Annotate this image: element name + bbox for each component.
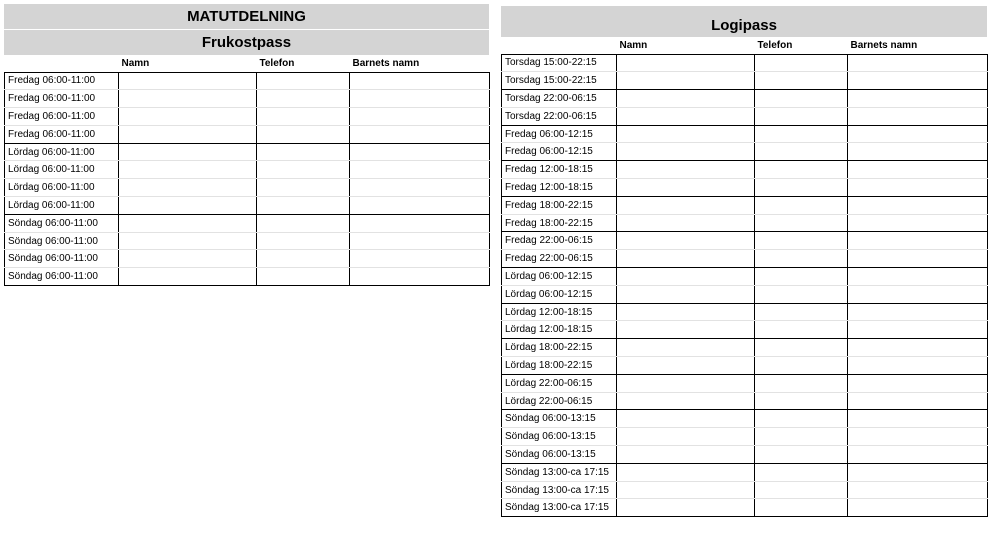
barnets-namn-cell[interactable] [848,72,988,90]
column-header-row [502,38,988,54]
barnets-namn-cell[interactable] [848,374,988,392]
namn-cell[interactable] [119,72,257,90]
telefon-cell[interactable] [755,90,848,108]
namn-cell[interactable] [617,285,755,303]
telefon-cell[interactable] [755,161,848,179]
namn-cell[interactable] [617,72,755,90]
barnets-namn-cell[interactable] [848,90,988,108]
barnets-namn-cell[interactable] [350,232,490,250]
shift-cell[interactable]: Fredag 06:00-11:00 [5,90,119,108]
barnets-namn-cell[interactable] [848,285,988,303]
table-row [5,161,490,179]
column-header-barnets-namn[interactable]: Barnets namn [848,38,988,54]
table-row [5,214,490,232]
shift-cell[interactable]: Torsdag 22:00-06:15 [502,90,617,108]
shift-cell[interactable]: Lördag 18:00-22:15 [502,357,617,375]
namn-cell[interactable] [119,268,257,286]
telefon-cell[interactable] [755,107,848,125]
namn-cell[interactable] [119,214,257,232]
barnets-namn-cell[interactable] [350,197,490,215]
shift-cell[interactable]: Lördag 12:00-18:15 [502,303,617,321]
telefon-cell[interactable] [257,161,350,179]
telefon-cell[interactable] [257,197,350,215]
telefon-cell[interactable] [755,410,848,428]
telefon-cell[interactable] [755,179,848,197]
telefon-cell[interactable] [755,339,848,357]
namn-cell[interactable] [617,232,755,250]
frukostpass-table [4,56,490,286]
shift-cell[interactable]: Fredag 12:00-18:15 [502,161,617,179]
shift-cell[interactable]: Söndag 06:00-11:00 [5,232,119,250]
shift-cell[interactable]: Lördag 22:00-06:15 [502,392,617,410]
shift-cell[interactable]: Lördag 06:00-12:15 [502,285,617,303]
table-row [502,54,988,72]
barnets-namn-cell[interactable] [350,161,490,179]
namn-cell[interactable] [119,108,257,126]
barnets-namn-cell[interactable] [848,54,988,72]
namn-cell[interactable] [119,161,257,179]
barnets-namn-cell[interactable] [848,321,988,339]
table-row [502,392,988,410]
telefon-cell[interactable] [755,232,848,250]
table-row [502,321,988,339]
logipass-rows [502,54,988,517]
table-row [5,108,490,126]
table-row [5,268,490,286]
telefon-cell[interactable] [257,232,350,250]
namn-cell[interactable] [617,107,755,125]
table-row [502,285,988,303]
table-row [5,179,490,197]
barnets-namn-cell[interactable] [848,250,988,268]
barnets-namn-cell[interactable] [350,214,490,232]
telefon-cell[interactable] [257,268,350,286]
column-header-empty[interactable] [5,56,119,72]
barnets-namn-cell[interactable] [848,499,988,517]
telefon-cell[interactable] [755,499,848,517]
shift-cell[interactable]: Lördag 06:00-11:00 [5,143,119,161]
telefon-cell[interactable] [755,285,848,303]
shift-cell[interactable]: Fredag 06:00-11:00 [5,72,119,90]
frukostpass-sheet [4,4,489,286]
namn-cell[interactable] [119,125,257,143]
namn-cell[interactable] [617,54,755,72]
namn-cell[interactable] [119,90,257,108]
namn-cell[interactable] [617,125,755,143]
namn-cell[interactable] [119,179,257,197]
shift-cell[interactable]: Fredag 06:00-11:00 [5,125,119,143]
table-row [502,446,988,464]
table-row [502,357,988,375]
namn-cell[interactable] [617,410,755,428]
shift-cell[interactable]: Lördag 06:00-12:15 [502,268,617,286]
namn-cell[interactable] [617,90,755,108]
barnets-namn-cell[interactable] [350,250,490,268]
barnets-namn-cell[interactable] [848,446,988,464]
telefon-cell[interactable] [257,143,350,161]
namn-cell[interactable] [617,143,755,161]
shift-cell[interactable]: Fredag 06:00-12:15 [502,125,617,143]
barnets-namn-cell[interactable] [848,410,988,428]
barnets-namn-cell[interactable] [848,125,988,143]
shift-cell[interactable]: Lördag 06:00-11:00 [5,179,119,197]
column-header-namn[interactable]: Namn [119,56,257,72]
sheet-title[interactable]: MATUTDELNING [4,4,489,30]
table-row [5,232,490,250]
table-row [502,463,988,481]
table-row [502,196,988,214]
namn-cell[interactable] [617,499,755,517]
table-row [502,339,988,357]
namn-cell[interactable] [617,374,755,392]
shift-cell[interactable]: Fredag 22:00-06:15 [502,232,617,250]
table-row [502,179,988,197]
column-header-telefon[interactable]: Telefon [755,38,848,54]
namn-cell[interactable] [617,446,755,464]
table-row [502,125,988,143]
shift-cell[interactable]: Torsdag 15:00-22:15 [502,72,617,90]
barnets-namn-cell[interactable] [848,392,988,410]
shift-cell[interactable]: Söndag 06:00-13:15 [502,410,617,428]
namn-cell[interactable] [617,268,755,286]
telefon-cell[interactable] [755,303,848,321]
barnets-namn-cell[interactable] [848,357,988,375]
telefon-cell[interactable] [755,374,848,392]
shift-cell[interactable]: Lördag 22:00-06:15 [502,374,617,392]
barnets-namn-cell[interactable] [848,143,988,161]
table-row [502,410,988,428]
table-row [502,428,988,446]
barnets-namn-cell[interactable] [350,268,490,286]
telefon-cell[interactable] [755,125,848,143]
barnets-namn-cell[interactable] [848,107,988,125]
barnets-namn-cell[interactable] [848,303,988,321]
table-row [5,72,490,90]
table-row [5,125,490,143]
table-row [502,107,988,125]
telefon-cell[interactable] [257,250,350,268]
logipass-table [501,38,988,517]
logipass-sheet [501,6,987,517]
namn-cell[interactable] [119,232,257,250]
shift-cell[interactable]: Lördag 06:00-11:00 [5,161,119,179]
shift-cell[interactable]: Fredag 06:00-12:15 [502,143,617,161]
namn-cell[interactable] [617,179,755,197]
barnets-namn-cell[interactable] [848,214,988,232]
shift-cell[interactable]: Torsdag 15:00-22:15 [502,54,617,72]
barnets-namn-cell[interactable] [848,463,988,481]
namn-cell[interactable] [617,250,755,268]
telefon-cell[interactable] [755,214,848,232]
barnets-namn-cell[interactable] [350,143,490,161]
namn-cell[interactable] [617,321,755,339]
table-row [502,90,988,108]
table-row [502,72,988,90]
telefon-cell[interactable] [755,143,848,161]
shift-cell[interactable]: Lördag 12:00-18:15 [502,321,617,339]
table-row [502,250,988,268]
telefon-cell[interactable] [755,357,848,375]
shift-cell[interactable]: Fredag 22:00-06:15 [502,250,617,268]
barnets-namn-cell[interactable] [848,339,988,357]
column-header-empty[interactable] [502,38,617,54]
frukostpass-rows [5,72,490,286]
namn-cell[interactable] [617,481,755,499]
barnets-namn-cell[interactable] [350,72,490,90]
table-row [502,214,988,232]
table-row [502,161,988,179]
shift-cell[interactable]: Söndag 13:00-ca 17:15 [502,481,617,499]
shift-cell[interactable]: Fredag 18:00-22:15 [502,214,617,232]
telefon-cell[interactable] [755,250,848,268]
table-row [5,143,490,161]
telefon-cell[interactable] [755,463,848,481]
telefon-cell[interactable] [755,321,848,339]
telefon-cell[interactable] [755,446,848,464]
sheet-subtitle[interactable]: Frukostpass [4,30,489,56]
telefon-cell[interactable] [257,214,350,232]
barnets-namn-cell[interactable] [350,90,490,108]
shift-cell[interactable]: Söndag 13:00-ca 17:15 [502,499,617,517]
telefon-cell[interactable] [257,90,350,108]
namn-cell[interactable] [119,143,257,161]
namn-cell[interactable] [617,196,755,214]
column-header-row [5,56,490,72]
shift-cell[interactable]: Söndag 06:00-13:15 [502,446,617,464]
barnets-namn-cell[interactable] [848,196,988,214]
column-header-namn[interactable]: Namn [617,38,755,54]
namn-cell[interactable] [617,214,755,232]
barnets-namn-cell[interactable] [848,268,988,286]
sheet-title[interactable]: Logipass [501,6,987,38]
table-row [502,143,988,161]
telefon-cell[interactable] [755,196,848,214]
telefon-cell[interactable] [257,125,350,143]
namn-cell[interactable] [119,250,257,268]
table-row [502,374,988,392]
namn-cell[interactable] [617,303,755,321]
shift-cell[interactable]: Torsdag 22:00-06:15 [502,107,617,125]
barnets-namn-cell[interactable] [848,428,988,446]
table-row [502,499,988,517]
shift-cell[interactable]: Söndag 06:00-13:15 [502,428,617,446]
telefon-cell[interactable] [755,268,848,286]
namn-cell[interactable] [617,161,755,179]
telefon-cell[interactable] [755,54,848,72]
telefon-cell[interactable] [257,108,350,126]
namn-cell[interactable] [617,392,755,410]
table-row [502,268,988,286]
shift-cell[interactable]: Fredag 12:00-18:15 [502,179,617,197]
namn-cell[interactable] [617,428,755,446]
telefon-cell[interactable] [257,179,350,197]
table-row [502,481,988,499]
telefon-cell[interactable] [257,72,350,90]
barnets-namn-cell[interactable] [848,232,988,250]
telefon-cell[interactable] [755,481,848,499]
shift-cell[interactable]: Fredag 06:00-11:00 [5,108,119,126]
telefon-cell[interactable] [755,428,848,446]
table-row [502,232,988,250]
shift-cell[interactable]: Lördag 18:00-22:15 [502,339,617,357]
barnets-namn-cell[interactable] [848,179,988,197]
telefon-cell[interactable] [755,72,848,90]
telefon-cell[interactable] [755,392,848,410]
shift-cell[interactable]: Söndag 06:00-11:00 [5,250,119,268]
barnets-namn-cell[interactable] [848,161,988,179]
barnets-namn-cell[interactable] [350,125,490,143]
shift-cell[interactable]: Söndag 13:00-ca 17:15 [502,463,617,481]
shift-cell[interactable]: Söndag 06:00-11:00 [5,268,119,286]
shift-cell[interactable]: Lördag 06:00-11:00 [5,197,119,215]
namn-cell[interactable] [617,339,755,357]
column-header-telefon[interactable]: Telefon [257,56,350,72]
barnets-namn-cell[interactable] [350,108,490,126]
shift-cell[interactable]: Söndag 06:00-11:00 [5,214,119,232]
table-row [502,303,988,321]
namn-cell[interactable] [119,197,257,215]
shift-cell[interactable]: Fredag 18:00-22:15 [502,196,617,214]
table-row [5,250,490,268]
namn-cell[interactable] [617,463,755,481]
table-row [5,90,490,108]
column-header-barnets-namn[interactable]: Barnets namn [350,56,490,72]
barnets-namn-cell[interactable] [848,481,988,499]
namn-cell[interactable] [617,357,755,375]
barnets-namn-cell[interactable] [350,179,490,197]
table-row [5,197,490,215]
